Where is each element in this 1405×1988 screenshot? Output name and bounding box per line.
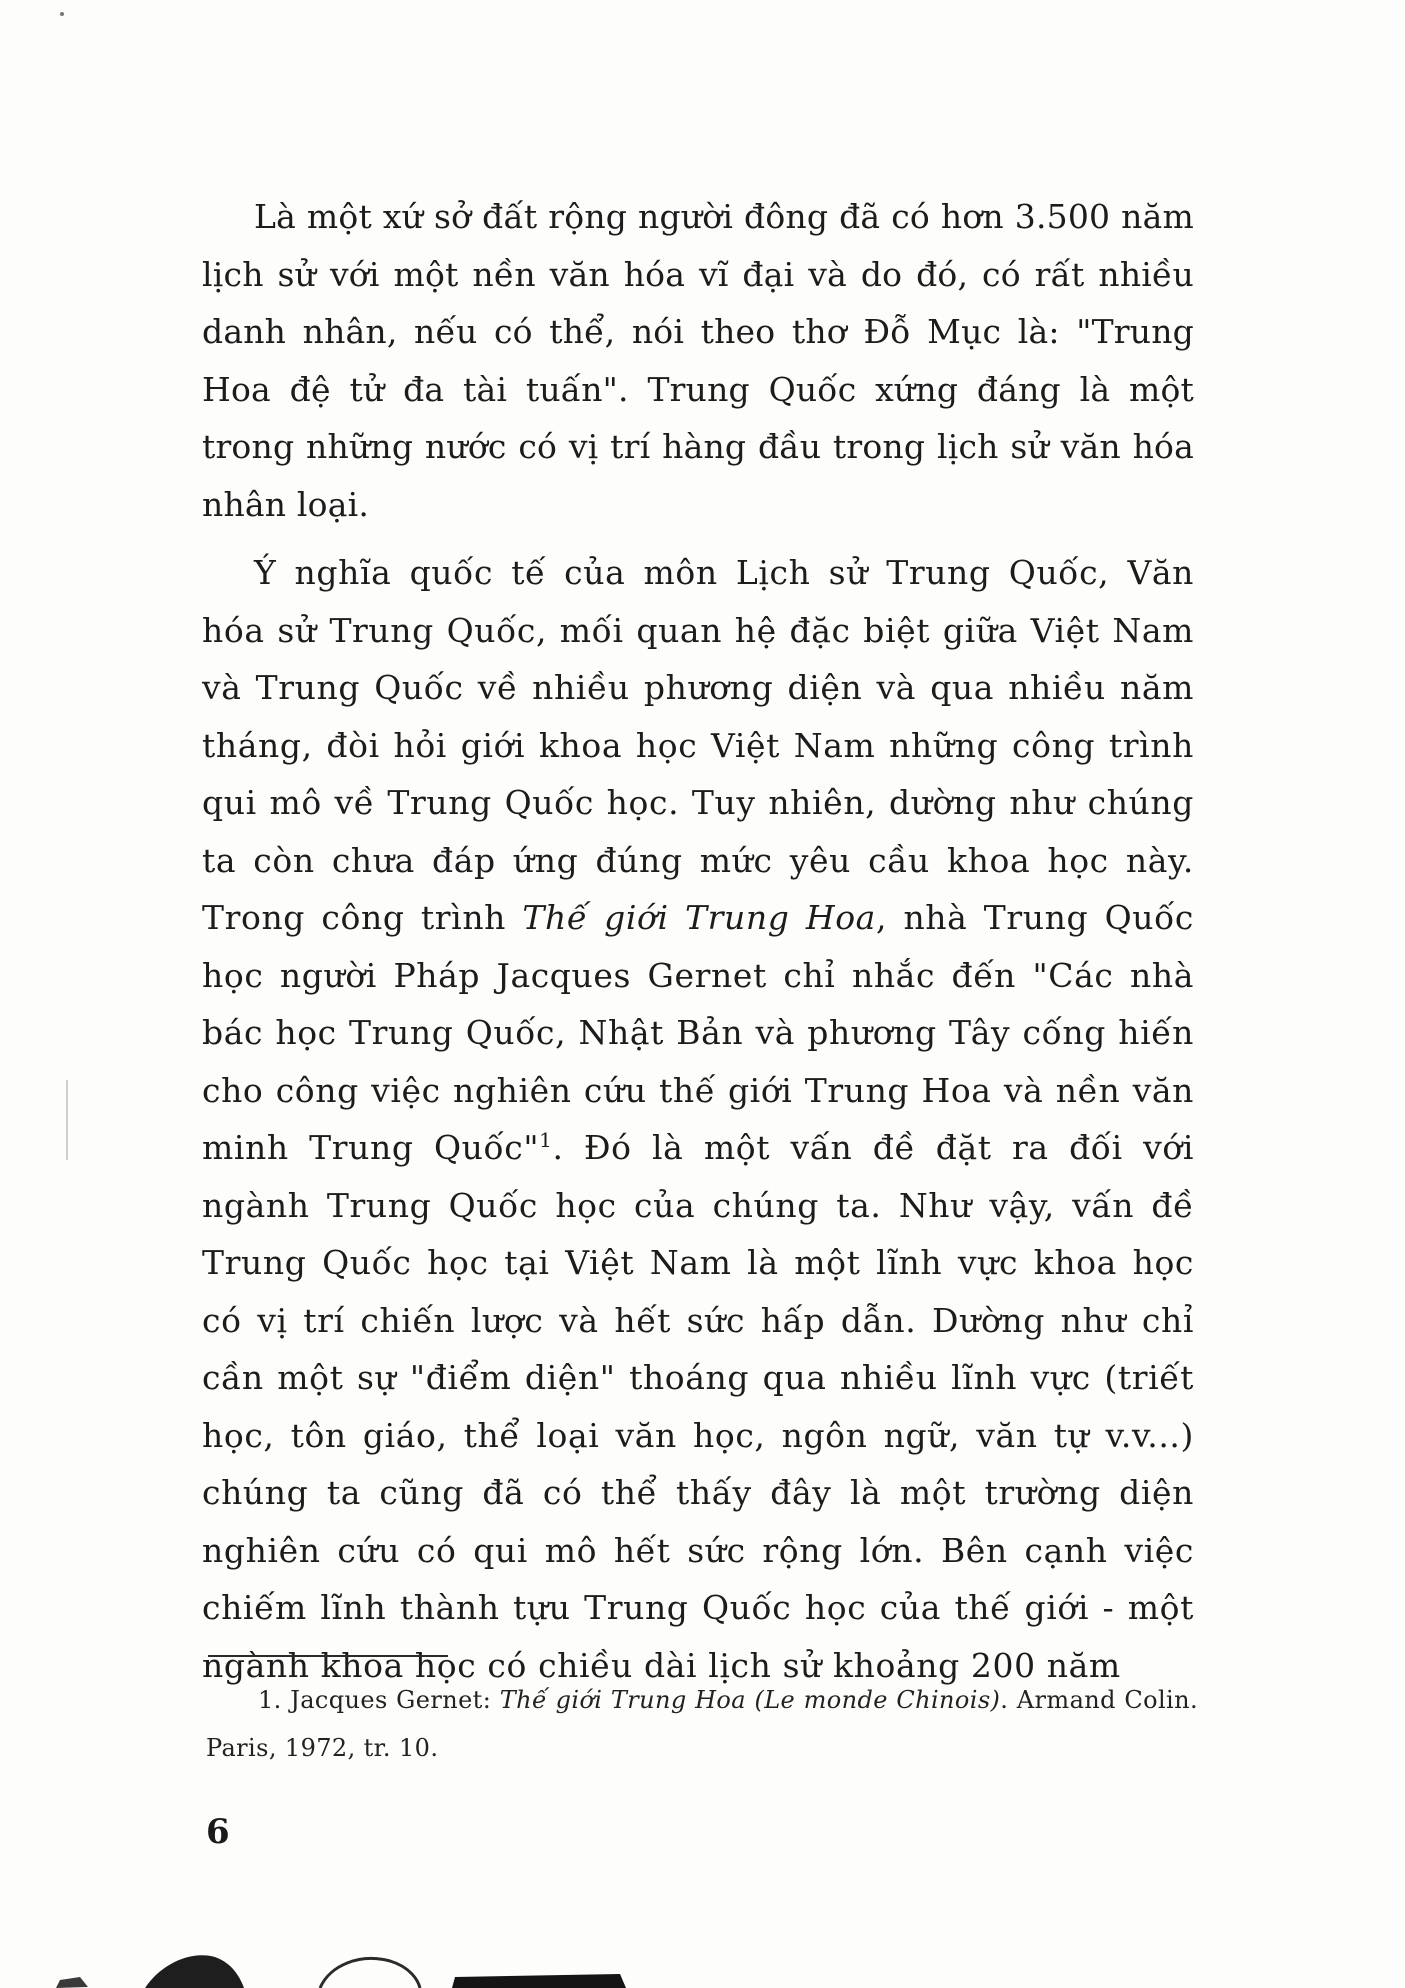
scan-blot-dark xyxy=(145,1955,244,1988)
paragraph-main-text-1: Ý nghĩa quốc tế của môn Lịch sử Trung Quốc, Văn hóa sử Trung Quốc, mối quan hệ đặc biệt giữa Việt Nam và Trung Quốc về nhiều phương diện và qua nhiều năm tháng, đòi hỏi giới khoa học Việt Nam những công trình qui mô về Trung Quốc học. Tuy nhiên, dường như chúng ta còn chưa đáp ứng đúng mức yêu cầu khoa học này. Trong công trình xyxy=(202,553,1194,937)
page-number: 6 xyxy=(206,1812,230,1852)
scan-speck xyxy=(60,12,64,16)
footnote-reference: 1 xyxy=(539,1128,553,1152)
paragraph-main-text-2: , nhà Trung Quốc học người Pháp Jacques Gernet chỉ nhắc đến "Các nhà bác học Trung Quốc, Nhật Bản và phương Tây cống hiến cho công việc nghiên cứu thế giới Trung Hoa và nền văn minh Trung Quốc" xyxy=(202,898,1194,1167)
scan-blot-bar xyxy=(452,1974,626,1988)
paragraph-main xyxy=(202,544,1194,1694)
margin-mark xyxy=(66,1080,68,1160)
paragraph-intro: Là một xứ sở đất rộng người đông đã có hơn 3.500 năm lịch sử với một nền văn hóa vĩ đại và do đó, có rất nhiều danh nhân, nếu có thể, nói theo thơ Đỗ Mục là: "Trung Hoa đệ tử đa tài tuấn". Trung Quốc xứng đáng là một trong những nước có vị trí hàng đầu trong lịch sử văn hóa nhân loại. xyxy=(202,197,1194,524)
footnote xyxy=(206,1676,1198,1772)
scan-blot-left xyxy=(56,1977,88,1988)
footnote-divider xyxy=(208,1655,448,1657)
footnote-number: 1. xyxy=(258,1686,282,1714)
paragraph-main-text-3: . Đó là một vấn đề đặt ra đối với ngành Trung Quốc học của chúng ta. Như vậy, vấn đề Trung Quốc học tại Việt Nam là một lĩnh vực khoa học có vị trí chiến lược và hết sức hấp dẫn. Dường như chỉ cần một sự "điểm diện" thoáng qua nhiều lĩnh vực (triết học, tôn giáo, thể loại văn học, ngôn ngữ, văn tự v.v...) chúng ta cũng đã có thể thấy đây là một trường diện nghiên cứu có qui mô hết sức rộng lớn. Bên cạnh việc chiếm lĩnh thành tựu Trung Quốc học của thế giới - một ngành khoa học có chiều dài lịch sử khoảng 200 năm xyxy=(202,1128,1195,1685)
footnote-work-title: Thế giới Trung Hoa (Le monde Chinois) xyxy=(499,1686,1001,1714)
scan-edge-artifacts xyxy=(0,1925,1405,1988)
scan-blot-curve xyxy=(320,1959,420,1988)
page-body xyxy=(202,188,1194,1694)
footnote-author: Jacques Gernet: xyxy=(290,1686,500,1714)
footnote-publication: . Armand Colin. Paris, 1972, tr. 10. xyxy=(206,1686,1199,1762)
book-title: Thế giới Trung Hoa xyxy=(522,898,876,937)
